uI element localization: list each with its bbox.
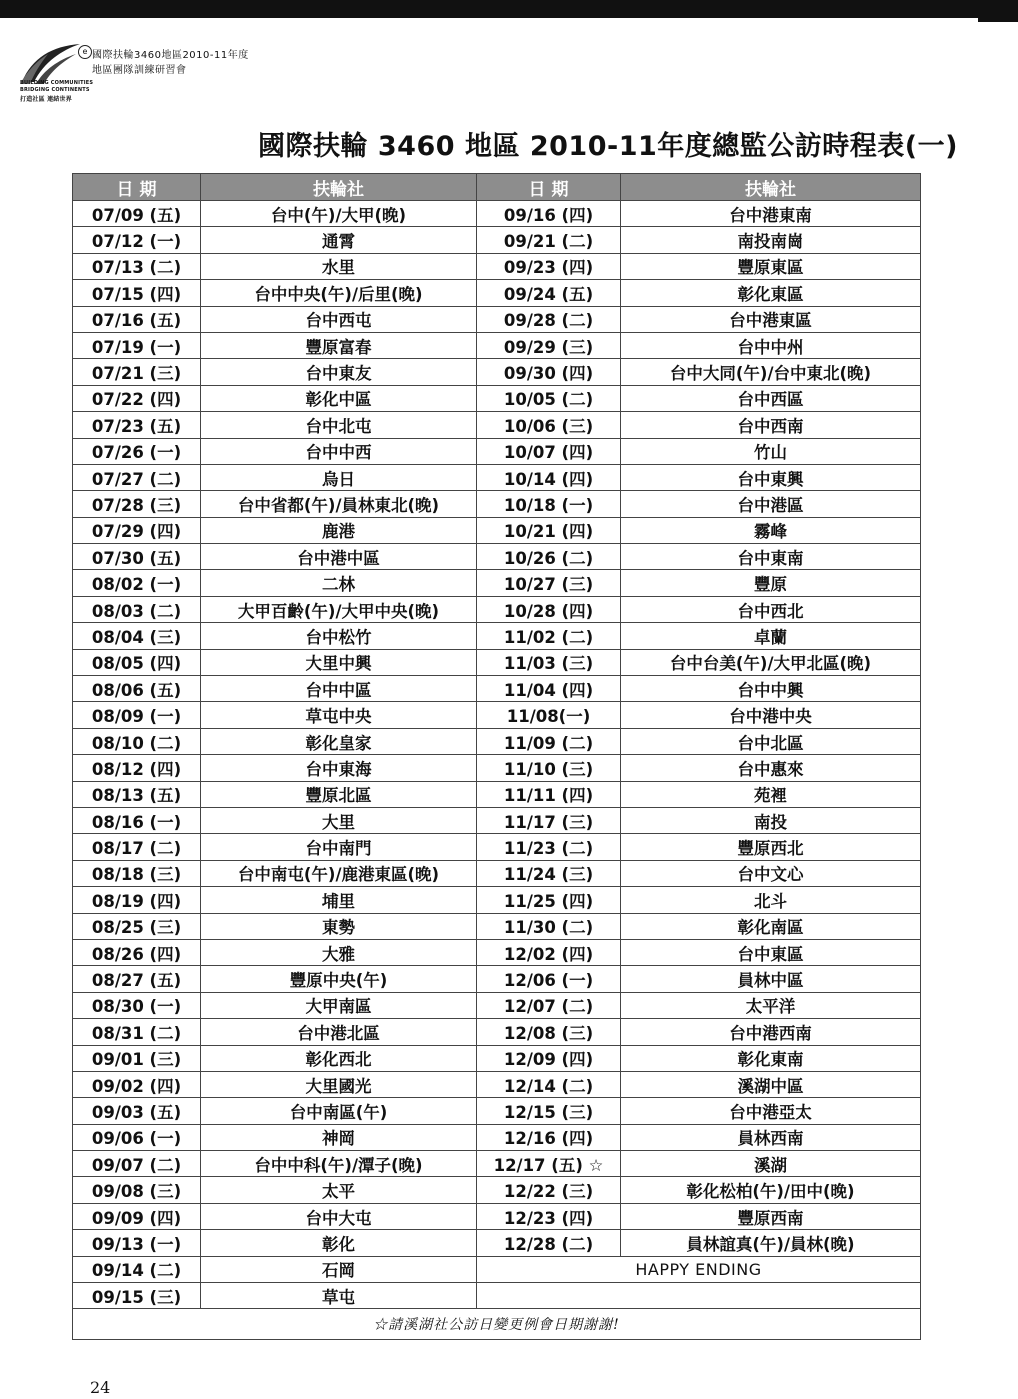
cell-club-left: 二林 (201, 570, 477, 596)
cell-date-right: 10/05 (二) (477, 385, 621, 411)
cell-date-left: 07/28 (三) (73, 491, 201, 517)
cell-club-left: 台中東海 (201, 755, 477, 781)
cell-date-left: 08/18 (三) (73, 860, 201, 886)
table-row (73, 702, 921, 728)
cell-date-left: 09/08 (三) (73, 1177, 201, 1203)
cell-club-right: 台中惠來 (621, 755, 921, 781)
cell-date-left: 08/05 (四) (73, 649, 201, 675)
table-row (73, 280, 921, 306)
cell-club-left: 台中南門 (201, 834, 477, 860)
table-row (73, 517, 921, 543)
table-row (73, 939, 921, 965)
header-date-1: 日 期 (73, 174, 201, 201)
cell-club-left: 豐原富春 (201, 332, 477, 358)
cell-date-left: 08/30 (一) (73, 992, 201, 1018)
cell-club-left: 埔里 (201, 887, 477, 913)
cell-club-left: 台中港中區 (201, 544, 477, 570)
cell-club-left: 彰化西北 (201, 1045, 477, 1071)
header-club-2: 扶輪社 (621, 174, 921, 201)
table-row (73, 649, 921, 675)
cell-club-left: 草屯中央 (201, 702, 477, 728)
cell-date-left: 08/09 (一) (73, 702, 201, 728)
table-row (73, 1045, 921, 1071)
cell-date-right: 10/26 (二) (477, 544, 621, 570)
cell-club-right: 台中港區 (621, 491, 921, 517)
cell-club-right: 台中港東南 (621, 201, 921, 227)
cell-club-right: 台中港東區 (621, 306, 921, 332)
cell-date-right: 11/23 (二) (477, 834, 621, 860)
cell-club-left: 通霄 (201, 227, 477, 253)
cell-date-right: 09/30 (四) (477, 359, 621, 385)
page-title: 國際扶輪 3460 地區 2010-11年度總監公訪時程表(一) (258, 131, 958, 162)
table-row (73, 412, 921, 438)
cell-date-left: 07/27 (二) (73, 464, 201, 490)
table-row (73, 1151, 921, 1177)
cell-date-left: 09/07 (二) (73, 1151, 201, 1177)
cell-date-right: 11/10 (三) (477, 755, 621, 781)
table-row (73, 306, 921, 332)
cell-club-left: 台中中區 (201, 676, 477, 702)
cell-club-left: 鹿港 (201, 517, 477, 543)
cell-date-left: 08/10 (二) (73, 728, 201, 754)
cell-club-left: 台中北屯 (201, 412, 477, 438)
schedule-table (72, 173, 921, 1340)
table-row (73, 491, 921, 517)
table-row (73, 623, 921, 649)
table-row (73, 755, 921, 781)
cell-club-right: 豐原東區 (621, 253, 921, 279)
cell-date-left: 08/06 (五) (73, 676, 201, 702)
cell-date-left: 08/12 (四) (73, 755, 201, 781)
cell-date-right: 10/18 (一) (477, 491, 621, 517)
cell-club-right: 彰化松柏(午)/田中(晚) (621, 1177, 921, 1203)
cell-club-right: 南投 (621, 807, 921, 833)
table-row (73, 570, 921, 596)
cell-date-right: 10/28 (四) (477, 596, 621, 622)
cell-club-right: 台中東興 (621, 464, 921, 490)
cell-club-left: 台中松竹 (201, 623, 477, 649)
table-row (73, 253, 921, 279)
table-row (73, 781, 921, 807)
cell-club-right: 台中西區 (621, 385, 921, 411)
table-row (73, 464, 921, 490)
cell-club-right: 豐原西北 (621, 834, 921, 860)
cell-club-left: 水里 (201, 253, 477, 279)
top-bar-edge (978, 14, 1018, 22)
cell-date-right: 10/06 (三) (477, 412, 621, 438)
header-date-2: 日 期 (477, 174, 621, 201)
header-club-1: 扶輪社 (201, 174, 477, 201)
cell-date-right: 11/17 (三) (477, 807, 621, 833)
cell-date-right: 12/16 (四) (477, 1124, 621, 1150)
note-row (73, 1309, 921, 1340)
table-row (73, 227, 921, 253)
rotary-emblem-icon: e (78, 45, 92, 59)
cell-club-right: 台中西南 (621, 412, 921, 438)
cell-date-right: 11/11 (四) (477, 781, 621, 807)
table-row (73, 1071, 921, 1097)
table-row (73, 913, 921, 939)
cell-date-right: 11/08(一) (477, 702, 621, 728)
cell-date-left: 09/02 (四) (73, 1071, 201, 1097)
cell-date-right: 12/09 (四) (477, 1045, 621, 1071)
cell-club-right: 彰化東區 (621, 280, 921, 306)
cell-club-left: 台中中科(午)/潭子(晚) (201, 1151, 477, 1177)
cell-date-left: 08/26 (四) (73, 939, 201, 965)
cell-club-right: 豐原 (621, 570, 921, 596)
table-row (73, 1177, 921, 1203)
cell-club-left: 彰化皇家 (201, 728, 477, 754)
cell-club-right: 台中文心 (621, 860, 921, 886)
cell-date-left: 07/29 (四) (73, 517, 201, 543)
cell-club-left: 台中省都(午)/員林東北(晚) (201, 491, 477, 517)
cell-date-left: 07/30 (五) (73, 544, 201, 570)
cell-date-left: 08/17 (二) (73, 834, 201, 860)
cell-date-right: 12/15 (三) (477, 1098, 621, 1124)
cell-club-left: 石岡 (201, 1256, 477, 1282)
cell-date-right: 11/24 (三) (477, 860, 621, 886)
cell-date-left: 08/25 (三) (73, 913, 201, 939)
cell-date-left: 07/15 (四) (73, 280, 201, 306)
table-row (73, 966, 921, 992)
cell-date-right: 12/23 (四) (477, 1203, 621, 1229)
cell-date-left: 08/13 (五) (73, 781, 201, 807)
cell-club-right: 溪湖 (621, 1151, 921, 1177)
cell-date-right: 09/29 (三) (477, 332, 621, 358)
table-row (73, 887, 921, 913)
table-row (73, 385, 921, 411)
cell-club-left: 台中中央(午)/后里(晚) (201, 280, 477, 306)
table-row (73, 807, 921, 833)
cell-date-right: 10/27 (三) (477, 570, 621, 596)
cell-date-right: 12/06 (一) (477, 966, 621, 992)
table-row (73, 332, 921, 358)
cell-club-right: 卓蘭 (621, 623, 921, 649)
table-row (73, 1098, 921, 1124)
cell-date-right: 11/30 (二) (477, 913, 621, 939)
cell-club-left: 台中港北區 (201, 1019, 477, 1045)
cell-club-right: 台中東區 (621, 939, 921, 965)
cell-date-right: 12/07 (二) (477, 992, 621, 1018)
cell-date-right: 09/21 (二) (477, 227, 621, 253)
cell-club-left: 大里國光 (201, 1071, 477, 1097)
cell-date-right: 10/07 (四) (477, 438, 621, 464)
cell-club-right: 台中港西南 (621, 1019, 921, 1045)
cell-date-left: 09/15 (三) (73, 1283, 201, 1309)
table-row (73, 1203, 921, 1229)
cell-club-right: 台中西北 (621, 596, 921, 622)
cell-club-left: 台中中西 (201, 438, 477, 464)
top-black-bar (0, 0, 1018, 18)
cell-date-right: 12/14 (二) (477, 1071, 621, 1097)
cell-date-right: 09/28 (二) (477, 306, 621, 332)
cell-date-right: 09/23 (四) (477, 253, 621, 279)
page-number: 24 (90, 1378, 111, 1397)
cell-date-right: 11/04 (四) (477, 676, 621, 702)
cell-club-left: 台中西屯 (201, 306, 477, 332)
table-row (73, 676, 921, 702)
cell-date-right: 11/09 (二) (477, 728, 621, 754)
table-row (73, 201, 921, 227)
header-row (73, 174, 921, 201)
cell-club-right: 台中東南 (621, 544, 921, 570)
cell-date-left: 08/27 (五) (73, 966, 201, 992)
cell-date-right: 12/28 (二) (477, 1230, 621, 1256)
cell-club-left: 豐原中央(午) (201, 966, 477, 992)
cell-club-left: 彰化 (201, 1230, 477, 1256)
cell-club-right: 台中港中央 (621, 702, 921, 728)
cell-date-right: 09/16 (四) (477, 201, 621, 227)
cell-club-right: 台中北區 (621, 728, 921, 754)
cell-club-right: 員林西南 (621, 1124, 921, 1150)
cell-date-right: 12/08 (三) (477, 1019, 621, 1045)
cell-date-left: 08/19 (四) (73, 887, 201, 913)
cell-date-left: 07/19 (一) (73, 332, 201, 358)
cell-date-right: 12/22 (三) (477, 1177, 621, 1203)
table-row (73, 1256, 921, 1282)
cell-date-right: 11/03 (三) (477, 649, 621, 675)
cell-club-left: 神岡 (201, 1124, 477, 1150)
cell-club-right: 竹山 (621, 438, 921, 464)
cell-club-left: 太平 (201, 1177, 477, 1203)
logo-title-line2: 地區團隊訓練研習會 (92, 65, 187, 76)
cell-date-right: 09/24 (五) (477, 280, 621, 306)
cell-club-left: 台中南區(午) (201, 1098, 477, 1124)
cell-club-right: 霧峰 (621, 517, 921, 543)
cell-date-left: 09/14 (二) (73, 1256, 201, 1282)
logo-tagline-1: BUILDING COMMUNITIES (20, 80, 94, 86)
cell-club-left: 台中東友 (201, 359, 477, 385)
cell-date-left: 08/04 (三) (73, 623, 201, 649)
cell-club-right: 台中台美(午)/大甲北區(晚) (621, 649, 921, 675)
cell-date-left: 07/16 (五) (73, 306, 201, 332)
cell-date-left: 07/09 (五) (73, 201, 201, 227)
cell-club-right: 苑裡 (621, 781, 921, 807)
cell-club-right: 太平洋 (621, 992, 921, 1018)
cell-club-left: 台中南屯(午)/鹿港東區(晚) (201, 860, 477, 886)
logo-title-line1: 國際扶輪3460地區2010-11年度 (92, 50, 249, 61)
cell-club-left: 台中大屯 (201, 1203, 477, 1229)
table-row (73, 596, 921, 622)
cell-club-right: 彰化南區 (621, 913, 921, 939)
cell-date-right: 12/02 (四) (477, 939, 621, 965)
table-row (73, 728, 921, 754)
table-row (73, 1283, 921, 1309)
empty-cell (477, 1283, 921, 1309)
cell-club-right: 員林中區 (621, 966, 921, 992)
cell-date-left: 08/02 (一) (73, 570, 201, 596)
table-row (73, 992, 921, 1018)
cell-date-left: 07/23 (五) (73, 412, 201, 438)
event-logo (18, 40, 248, 120)
cell-club-left: 草屯 (201, 1283, 477, 1309)
happy-ending-cell: HAPPY ENDING (477, 1256, 921, 1282)
logo-tagline-2: BRIDGING CONTINENTS (20, 87, 90, 93)
cell-club-left: 大雅 (201, 939, 477, 965)
table-row (73, 834, 921, 860)
schedule-body (73, 201, 921, 1309)
table-row (73, 1230, 921, 1256)
cell-date-left: 08/03 (二) (73, 596, 201, 622)
cell-club-right: 台中中興 (621, 676, 921, 702)
cell-date-left: 07/12 (一) (73, 227, 201, 253)
cell-date-right: 12/17 (五) ☆ (477, 1151, 621, 1177)
cell-club-left: 大里中興 (201, 649, 477, 675)
cell-club-right: 台中大同(午)/台中東北(晚) (621, 359, 921, 385)
cell-date-left: 07/21 (三) (73, 359, 201, 385)
cell-club-right: 溪湖中區 (621, 1071, 921, 1097)
cell-date-left: 09/09 (四) (73, 1203, 201, 1229)
cell-date-left: 07/22 (四) (73, 385, 201, 411)
cell-date-right: 11/25 (四) (477, 887, 621, 913)
cell-date-left: 08/16 (一) (73, 807, 201, 833)
logo-tagline-3: 打造社區 連結世界 (20, 96, 72, 103)
cell-date-left: 07/13 (二) (73, 253, 201, 279)
cell-club-right: 北斗 (621, 887, 921, 913)
table-row (73, 438, 921, 464)
cell-date-right: 10/14 (四) (477, 464, 621, 490)
cell-club-left: 豐原北區 (201, 781, 477, 807)
cell-club-left: 台中(午)/大甲(晚) (201, 201, 477, 227)
cell-club-right: 南投南崗 (621, 227, 921, 253)
cell-club-right: 豐原西南 (621, 1203, 921, 1229)
cell-club-left: 大甲百齡(午)/大甲中央(晚) (201, 596, 477, 622)
cell-club-left: 烏日 (201, 464, 477, 490)
table-row (73, 544, 921, 570)
cell-club-left: 大里 (201, 807, 477, 833)
cell-date-left: 08/31 (二) (73, 1019, 201, 1045)
cell-date-left: 09/03 (五) (73, 1098, 201, 1124)
cell-club-right: 台中中州 (621, 332, 921, 358)
table-row (73, 1124, 921, 1150)
table-row (73, 359, 921, 385)
cell-club-right: 彰化東南 (621, 1045, 921, 1071)
cell-date-left: 09/01 (三) (73, 1045, 201, 1071)
footnote: ☆請溪湖社公訪日變更例會日期謝謝! (73, 1309, 921, 1340)
cell-club-left: 東勢 (201, 913, 477, 939)
cell-club-right: 員林誼真(午)/員林(晚) (621, 1230, 921, 1256)
cell-club-right: 台中港亞太 (621, 1098, 921, 1124)
cell-date-left: 09/06 (一) (73, 1124, 201, 1150)
table-row (73, 860, 921, 886)
cell-date-left: 07/26 (一) (73, 438, 201, 464)
cell-date-right: 11/02 (二) (477, 623, 621, 649)
cell-date-left: 09/13 (一) (73, 1230, 201, 1256)
cell-date-right: 10/21 (四) (477, 517, 621, 543)
cell-club-left: 大甲南區 (201, 992, 477, 1018)
table-row (73, 1019, 921, 1045)
cell-club-left: 彰化中區 (201, 385, 477, 411)
